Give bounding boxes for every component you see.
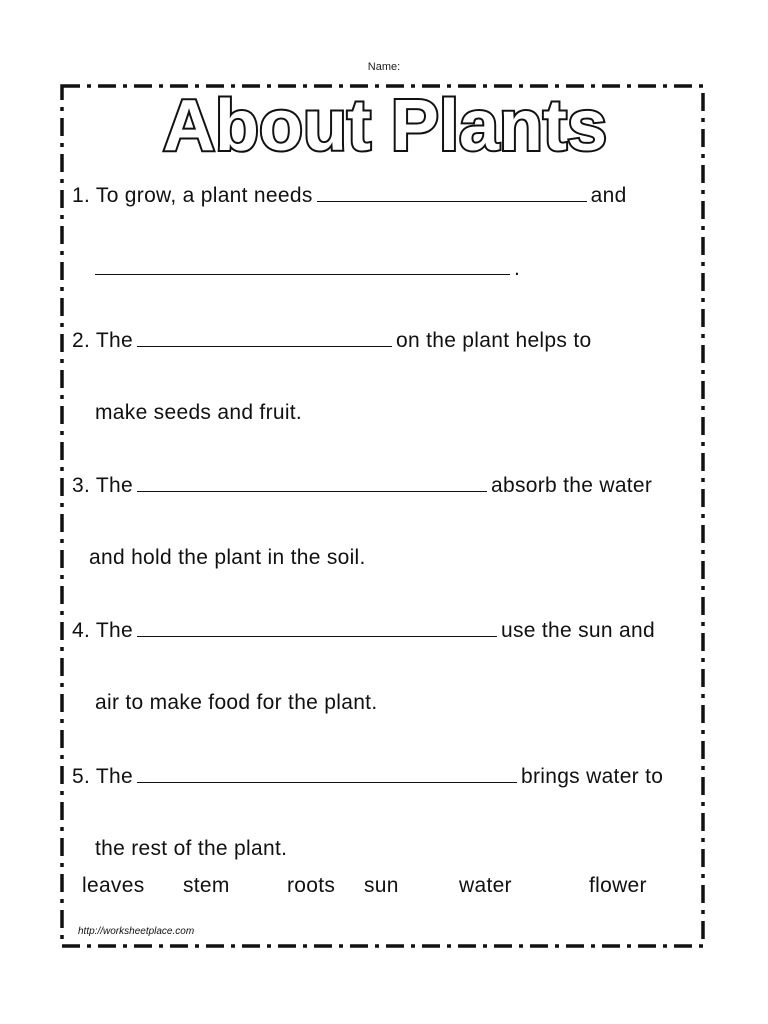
question-1-text-after: and (590, 184, 627, 207)
question-1-number: 1. (72, 184, 91, 207)
question-3-continuation: and hold the plant in the soil. (89, 546, 366, 569)
source-credit-link[interactable]: http://worksheetplace.com (78, 926, 195, 937)
question-4-text-before: The (95, 619, 133, 642)
question-1-continuation (95, 256, 520, 281)
question-5 (72, 764, 663, 789)
word-bank-item: sun (364, 874, 399, 897)
question-1-text-before: To grow, a plant needs (95, 184, 313, 207)
question-2-continuation: make seeds and fruit. (95, 401, 303, 424)
answer-blank-4[interactable] (137, 618, 497, 637)
question-3-text-after: absorb the water (490, 474, 653, 497)
word-bank-item: water (459, 874, 512, 897)
question-2 (72, 328, 591, 353)
word-bank-item: leaves (82, 874, 145, 897)
answer-blank-1b[interactable] (95, 256, 510, 275)
name-label: Name: (367, 61, 401, 73)
question-1-period: . (514, 257, 521, 280)
question-4 (72, 618, 655, 643)
word-bank-item: roots (287, 874, 336, 897)
question-5-continuation: the rest of the plant. (95, 837, 288, 860)
answer-blank-2[interactable] (137, 328, 392, 347)
answer-blank-1a[interactable] (317, 183, 587, 202)
question-5-text-before: The (95, 765, 133, 788)
question-5-number: 5. (72, 765, 91, 788)
question-4-number: 4. (72, 619, 91, 642)
question-3 (72, 473, 652, 498)
question-2-text-before: The (95, 329, 133, 352)
question-5-text-after: brings water to (520, 765, 664, 788)
question-2-number: 2. (72, 329, 91, 352)
question-1 (72, 183, 627, 208)
page-title (130, 88, 640, 168)
question-3-number: 3. (72, 474, 91, 497)
page-title-text: About Plants (163, 88, 607, 166)
question-4-text-after: use the sun and (500, 619, 655, 642)
question-4-continuation: air to make food for the plant. (95, 691, 378, 714)
answer-blank-3[interactable] (137, 473, 487, 492)
word-bank-item: stem (183, 874, 230, 897)
question-3-text-before: The (95, 474, 133, 497)
question-2-text-after: on the plant helps to (395, 329, 592, 352)
answer-blank-5[interactable] (137, 764, 517, 783)
word-bank-item: flower (589, 874, 647, 897)
